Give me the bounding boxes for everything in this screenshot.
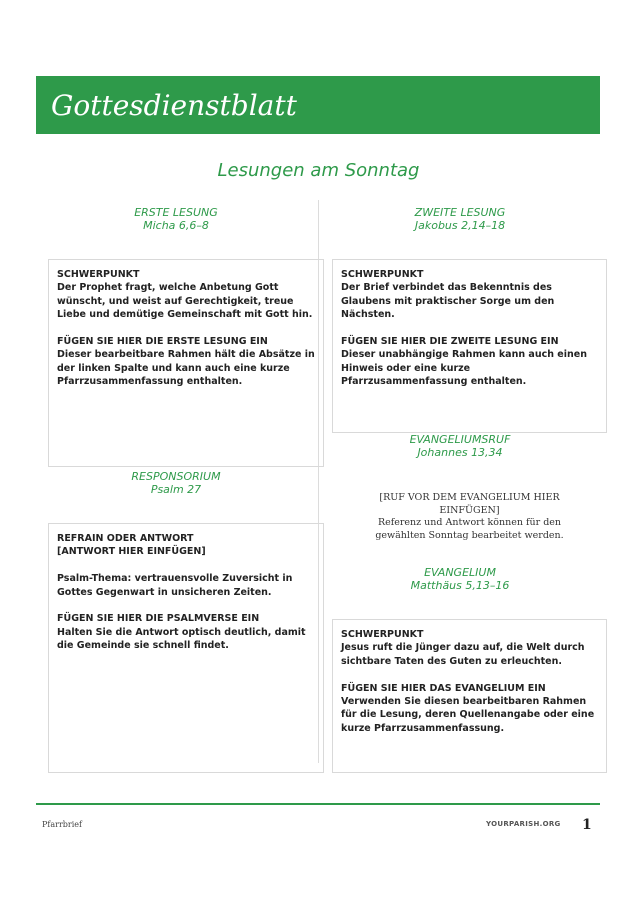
first-reading-focus-label: SCHWERPUNKT (57, 269, 140, 280)
first-reading-title: ERSTE LESUNG (134, 206, 218, 219)
second-reading-insert-label: FÜGEN SIE HIER DIE ZWEITE LESUNG EIN (341, 336, 559, 348)
second-reading-focus-text: Der Brief verbindet das Bekenntnis des Glaubens mit praktischer Sorge um den Nächsten. (341, 282, 555, 321)
footer-website[interactable]: YOURPARISH.ORG (486, 820, 561, 828)
page-subtitle: Lesungen am Sonntag (217, 160, 420, 181)
gospel-reference: Matthäus 5,13–16 (410, 579, 510, 592)
gospel-acclamation-heading (332, 433, 588, 459)
gospel-acclamation-title: EVANGELIUMSRUF (409, 433, 511, 446)
psalm-insert-label: FÜGEN SIE HIER DIE PSALMVERSE EIN (57, 613, 260, 625)
gospel-focus-text: Jesus ruft die Jünger dazu auf, die Welt durch sichtbare Taten des Guten zu erleuchten. (341, 642, 585, 667)
gospel-acclamation-text[interactable] (332, 492, 607, 542)
psalm-theme-text: Psalm-Thema: vertrauensvolle Zuversicht in Gottes Gegenwart in unsicheren Zeiten. (57, 573, 293, 598)
page-number: 1 (582, 817, 592, 833)
psalm-heading (48, 470, 304, 496)
psalm-insert-text: Halten Sie die Antwort optisch deutlich, damit die Gemeinde sie schnell findet. (57, 626, 306, 652)
psalm-refrain-label: REFRAIN ODER ANTWORT (57, 533, 194, 544)
gospel-title: EVANGELIUM (424, 566, 496, 579)
gospel-acclamation-reference: Johannes 13,34 (417, 446, 503, 459)
first-reading-insert-label: FÜGEN SIE HIER DIE ERSTE LESUNG EIN (57, 336, 268, 348)
header-banner (36, 76, 600, 134)
gospel-acclamation-note-line1: Referenz und Antwort können für den (377, 517, 562, 528)
footer-rule (36, 803, 600, 805)
document-title: Gottesdienstblatt (51, 89, 297, 122)
first-reading-focus-text: Der Prophet fragt, welche Anbetung Gott wünscht, und weist auf Gerechtigkeit, treue Liebe und demütige Gemeinschaft mit Gott hin. (57, 282, 313, 321)
psalm-refrain-placeholder: [ANTWORT HIER EINFÜGEN] (57, 546, 206, 558)
psalm-reference: Psalm 27 (150, 483, 202, 496)
gospel-insert-label: FÜGEN SIE HIER DAS EVANGELIUM EIN (341, 682, 546, 694)
gospel-insert-text: Verwenden Sie diesen bearbeitbaren Rahmen für die Lesung, deren Quellenangabe oder eine kurze Pfarrzusammenfassung. (341, 696, 595, 734)
gospel-acclamation-placeholder-line2: EINFÜGEN] (439, 504, 500, 516)
second-reading-box[interactable] (332, 259, 607, 433)
psalm-box[interactable] (48, 523, 324, 773)
gospel-heading (332, 566, 588, 592)
footer-publication-name: Pfarrbrief (42, 820, 82, 829)
first-reading-box[interactable] (48, 259, 324, 467)
gospel-acclamation-placeholder-line1: [RUF VOR DEM EVANGELIUM HIER (379, 492, 560, 503)
first-reading-reference: Micha 6,6–8 (143, 219, 209, 232)
first-reading-heading (48, 206, 304, 232)
second-reading-insert-text: Dieser unabhängige Rahmen kann auch einen Hinweis oder eine kurze Pfarrzusammenfassung enthalten. (341, 349, 587, 388)
second-reading-focus-label: SCHWERPUNKT (341, 269, 424, 280)
second-reading-heading (332, 206, 588, 232)
psalm-title: RESPONSORIUM (131, 470, 221, 483)
gospel-focus-label: SCHWERPUNKT (341, 629, 424, 640)
second-reading-title: ZWEITE LESUNG (414, 206, 506, 219)
gospel-acclamation-note-line2: gewählten Sonntag bearbeitet werden. (375, 529, 564, 541)
gospel-box[interactable] (332, 619, 607, 773)
second-reading-reference: Jakobus 2,14–18 (414, 219, 506, 232)
first-reading-insert-text: Dieser bearbeitbare Rahmen hält die Absätze in der linken Spalte und kann auch eine kurze Pfarrzusammenfassung enthalten. (57, 349, 315, 388)
